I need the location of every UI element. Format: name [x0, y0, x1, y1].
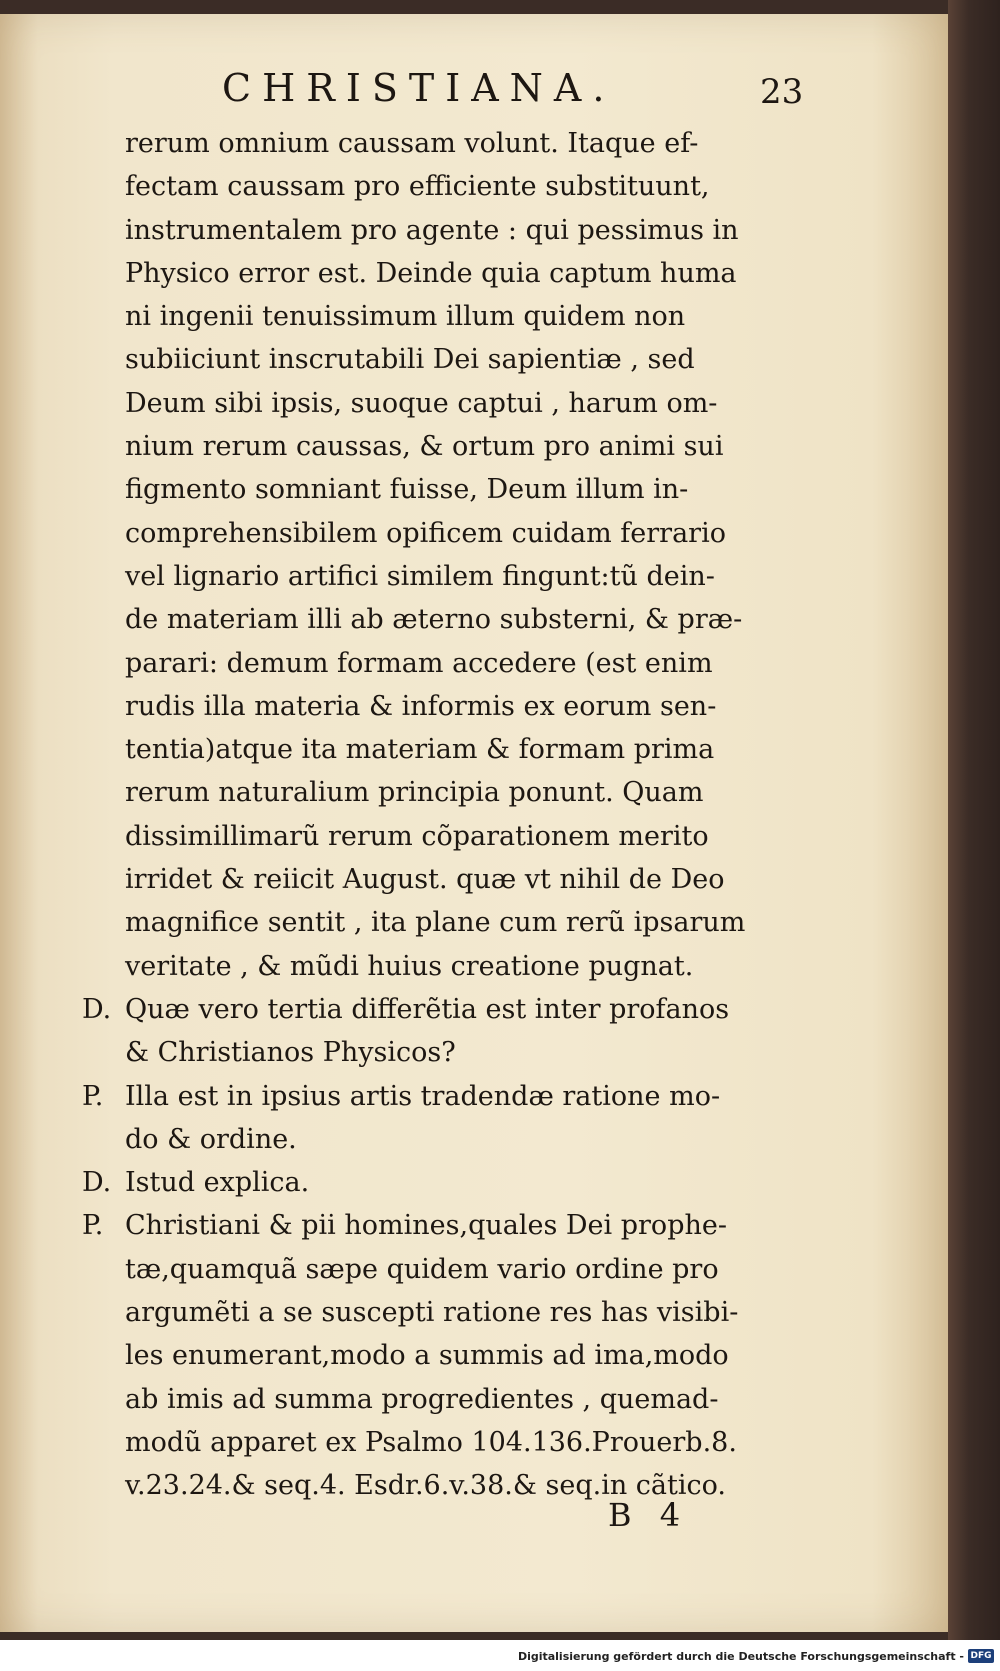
- text-line: de materiam illi ab æterno substerni, & præ-: [125, 604, 743, 636]
- dialogue-line: [82, 1075, 802, 1118]
- dialogue-line: do & ordine.: [125, 1123, 297, 1155]
- dialogue-line: les enumerant,modo a summis ad ima,modo: [125, 1340, 729, 1372]
- running-title: CHRISTIANA.: [222, 66, 616, 110]
- text-line: parari: demum formam accedere (est enim: [125, 647, 713, 679]
- text-line: comprehensibilem opificem cuidam ferrario: [125, 517, 726, 549]
- speaker-label: P.: [82, 1210, 104, 1242]
- book-page: [0, 14, 948, 1632]
- dialogue-line: [82, 1204, 802, 1247]
- text-line: nium rerum caussas, & ortum pro animi sui: [125, 431, 724, 463]
- dialogue-line: tæ,quamquã sæpe quidem vario ordine pro: [125, 1253, 719, 1285]
- text-line: rudis illa materia & informis ex eorum sen-: [125, 690, 717, 722]
- text-line: vel lignario artifici similem fingunt:tũ dein-: [125, 560, 715, 592]
- dfg-logo: DFG: [968, 1649, 994, 1663]
- dialogue-line: & Christianos Physicos?: [125, 1037, 456, 1069]
- dialogue-text: Istud explica.: [125, 1167, 310, 1199]
- text-line: rerum omnium caussam volunt. Itaque ef-: [125, 128, 699, 159]
- text-line: subiiciunt inscrutabili Dei sapientiæ , sed: [125, 344, 695, 376]
- text-line: dissimillimarũ rerum cõparationem merito: [125, 820, 709, 852]
- text-line: Deum sibi ipsis, suoque captui , harum om-: [125, 387, 718, 419]
- text-line: instrumentalem pro agente : qui pessimus in: [125, 214, 739, 246]
- dialogue-line: v.23.24.& seq.4. Esdr.6.v.38.& seq.in cãtico.: [125, 1470, 726, 1502]
- text-line: ni ingenii tenuissimum illum quidem non: [125, 301, 686, 333]
- speaker-label: D.: [82, 993, 112, 1025]
- dialogue-text: Illa est in ipsius artis tradendæ ratione mo-: [125, 1080, 721, 1112]
- text-line: rerum naturalium principia ponunt. Quam: [125, 777, 704, 809]
- text-line: tentia)atque ita materiam & formam prima: [125, 734, 715, 766]
- dialogue-line: [82, 988, 802, 1031]
- dialogue-text: Quæ vero tertia differẽtia est inter profanos: [125, 993, 730, 1025]
- dialogue-text: Christiani & pii homines,quales Dei prophe-: [125, 1210, 727, 1242]
- dialogue-line: argumẽti a se suscepti ratione res has visibi-: [125, 1297, 739, 1329]
- signature-mark: B 4: [608, 1496, 681, 1534]
- text-line: fectam caussam pro efficiente substituunt,: [125, 171, 710, 203]
- speaker-label: P.: [82, 1080, 104, 1112]
- text-line: figmento somniant fuisse, Deum illum in-: [125, 474, 689, 506]
- dialogue-line: [82, 1161, 802, 1204]
- page-text: [82, 122, 802, 1508]
- text-line: veritate , & mũdi huius creatione pugnat.: [125, 950, 694, 982]
- dialogue-line: ab imis ad summa progredientes , quemad-: [125, 1383, 719, 1415]
- book-binding-edge: [948, 0, 1000, 1640]
- dialogue-line: modũ apparet ex Psalmo 104.136.Prouerb.8.: [125, 1426, 737, 1458]
- text-line: irridet & reiicit August. quæ vt nihil de Deo: [125, 864, 725, 896]
- text-line: magnifice sentit , ita plane cum rerũ ipsarum: [125, 907, 746, 939]
- text-line: Physico error est. Deinde quia captum huma: [125, 257, 737, 289]
- digitization-credit: Digitalisierung gefördert durch die Deutsche Forschungsgemeinschaft -: [517, 1650, 964, 1663]
- page-number: 23: [760, 72, 804, 112]
- speaker-label: D.: [82, 1167, 112, 1199]
